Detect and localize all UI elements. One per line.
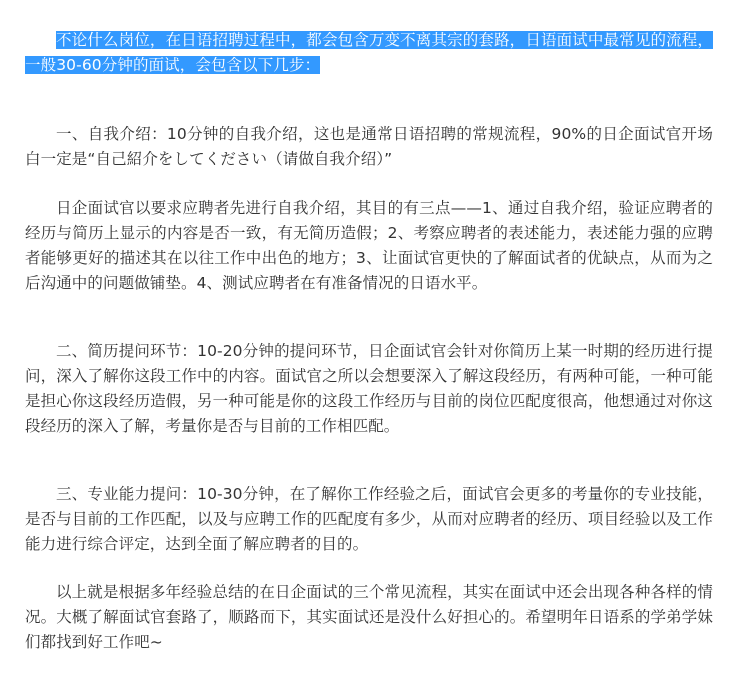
intro-paragraph[interactable] xyxy=(25,28,713,78)
step1-detail-paragraph: 日企面试官以要求应聘者先进行自我介绍，其目的有三点——1、通过自我介绍，验证应聘者的经历与简历上显示的内容是否一致，有无简历造假；2、考察应聘者的表述能力，表述能力强的应聘者能够更好的描述其在以往工作中出色的地方；3、让面试官更快的了解面试者的优缺点，从而为之后沟通中的问题做铺垫。4、测试应聘者在有准备情况的日语水平。 xyxy=(25,199,713,292)
step1-title-paragraph: 一、自我介绍：10分钟的自我介绍，这也是通常日语招聘的常规流程，90%的日企面试官开场白一定是“自己紹介をしてください（请做自我介绍）” xyxy=(25,125,713,168)
selected-text-highlight[interactable]: 不论什么岗位，在日语招聘过程中，都会包含万变不离其宗的套路，日语面试中最常见的流程，一般30-60分钟的面试，会包含以下几步： xyxy=(25,31,713,74)
conclusion-paragraph: 以上就是根据多年经验总结的在日企面试的三个常见流程，其实在面试中还会出现各种各样的情况。大概了解面试官套路了，顺路而下，其实面试还是没什么好担心的。希望明年日语系的学弟学妹们都找到好工作吧~ xyxy=(25,583,713,651)
step2-paragraph: 二、简历提问环节：10-20分钟的提问环节，日企面试官会针对你简历上某一时期的经历进行提问，深入了解你这段工作中的内容。面试官之所以会想要深入了解这段经历，有两种可能，一种可能是担心你这段经历造假，另一种可能是你的这段工作经历与目前的岗位匹配度很高，他想通过对你这段经历的深入了解，考量你是否与目前的工作相匹配。 xyxy=(25,342,713,435)
step3-paragraph: 三、专业能力提问：10-30分钟，在了解你工作经验之后，面试官会更多的考量你的专业技能，是否与目前的工作匹配，以及与应聘工作的匹配度有多少，从而对应聘者的经历、项目经验以及工作能力进行综合评定，达到全面了解应聘者的目的。 xyxy=(25,485,713,553)
